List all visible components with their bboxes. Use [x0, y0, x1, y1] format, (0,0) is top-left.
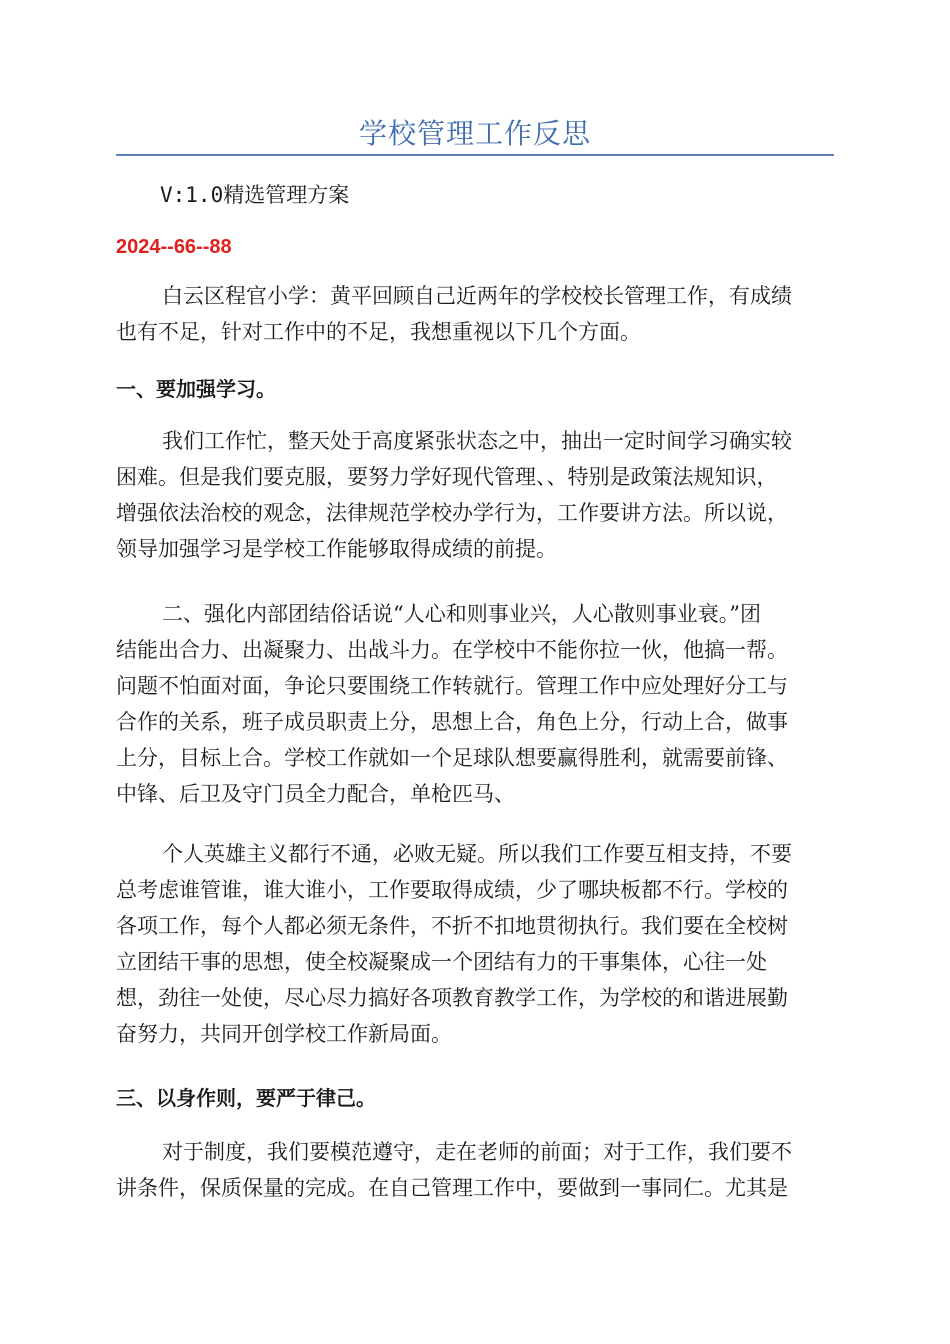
paragraph-line: 我们工作忙，整天处于高度紧张状态之中，抽出一定时间学习确实较	[162, 429, 792, 453]
paragraph-line: 总考虑谁管谁，谁大谁小，工作要取得成绩，少了哪块板都不行。学校的	[116, 878, 788, 902]
paragraph-line: 讲条件，保质保量的完成。在自己管理工作中，要做到一事同仁。尤其是	[116, 1176, 788, 1200]
title-underline	[116, 154, 834, 156]
version-line	[160, 178, 349, 212]
paragraph-line: 问题不怕面对面，争论只要围绕工作转就行。管理工作中应处理好分工与	[116, 674, 788, 698]
paragraph-line: 各项工作，每个人都必须无条件，不折不扣地贯彻执行。我们要在全校树	[116, 914, 788, 938]
section-heading-1: 一、要加强学习。	[116, 377, 276, 401]
section-2b-paragraph	[116, 836, 836, 1052]
paragraph-line: 想，劲往一处使，尽心尽力搞好各项教育教学工作，为学校的和谐进展勤	[116, 986, 788, 1010]
paragraph-line: 增强依法治校的观念，法律规范学校办学行为，工作要讲方法。所以说，	[116, 501, 788, 525]
version-number: V:1.0	[160, 183, 224, 207]
paragraph-line: 白云区程官小学：黄平回顾自己近两年的学校校长管理工作，有成绩	[162, 284, 792, 308]
paragraph-line: 个人英雄主义都行不通，必败无疑。所以我们工作要互相支持，不要	[162, 842, 792, 866]
section-heading-3: 三、以身作则，要严于律己。	[116, 1086, 376, 1110]
document-date: 2024--66--88	[116, 236, 232, 258]
paragraph-line: 对于制度，我们要模范遵守，走在老师的前面；对于工作，我们要不	[162, 1140, 792, 1164]
version-text: 精选管理方案	[223, 183, 350, 207]
paragraph-line: 立团结干事的思想，使全校凝聚成一个团结有力的干事集体，心往一处	[116, 950, 767, 974]
paragraph-line: 中锋、后卫及守门员全力配合，单枪匹马、	[116, 782, 515, 806]
intro-paragraph	[116, 278, 836, 350]
paragraph-line: 困难。但是我们要克服，要努力学好现代管理、、特别是政策法规知识，	[116, 465, 778, 489]
paragraph-line: 领导加强学习是学校工作能够取得成绩的前提。	[116, 537, 557, 561]
section-3-paragraph	[116, 1134, 836, 1206]
paragraph-line: 上分，目标上合。学校工作就如一个足球队想要赢得胜利，就需要前锋、	[116, 746, 788, 770]
paragraph-line: 奋努力，共同开创学校工作新局面。	[116, 1022, 452, 1046]
section-1-paragraph	[116, 423, 836, 567]
paragraph-line: 合作的关系，班子成员职责上分，思想上合，角色上分，行动上合，做事	[116, 710, 788, 734]
paragraph-line: 结能出合力、出凝聚力、出战斗力。在学校中不能你拉一伙，他搞一帮。	[116, 638, 788, 662]
paragraph-line: 二、强化内部团结俗话说“人心和则事业兴，人心散则事业衰。”团	[162, 602, 761, 626]
section-2-paragraph	[116, 596, 836, 812]
document-title: 学校管理工作反思	[358, 117, 591, 150]
paragraph-line: 也有不足，针对工作中的不足，我想重视以下几个方面。	[116, 320, 641, 344]
